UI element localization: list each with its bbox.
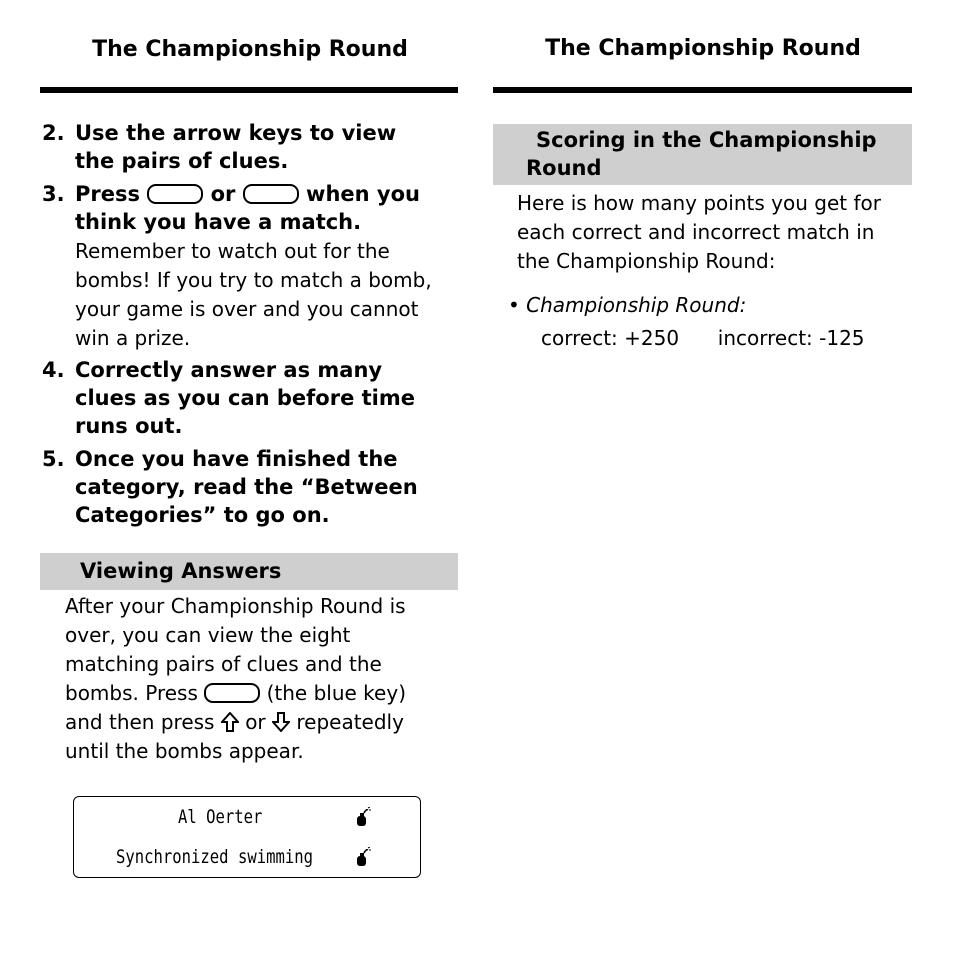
note-line: win a prize. [75, 326, 191, 350]
body-line: matching pairs of clues and the [65, 652, 382, 676]
body-line: over, you can view the eight [65, 623, 351, 647]
step-4 [40, 356, 460, 440]
correct-score: correct: +250 [541, 326, 680, 350]
step-number: 3. [42, 182, 65, 206]
step-2 [40, 119, 460, 175]
heading-line: Round [526, 156, 602, 180]
bullet-label: Championship Round: [526, 293, 747, 317]
body-line: each correct and incorrect match in [517, 220, 875, 244]
step-text: Categories” to go on. [75, 503, 330, 527]
step-number: 5. [42, 447, 65, 471]
section-heading-scoring [493, 124, 912, 185]
lcd-row-2: Synchronized swimming [116, 846, 313, 868]
incorrect-score: incorrect: -125 [717, 326, 865, 350]
body-line: After your Championship Round is [65, 594, 406, 618]
key-button-icon [243, 184, 299, 204]
note-line: bombs! If you try to match a bomb, [75, 268, 432, 292]
arrow-up-icon [221, 712, 239, 732]
step-text: Press [75, 182, 140, 206]
page-title-left: The Championship Round [92, 37, 408, 62]
body-text: repeatedly [296, 710, 404, 734]
step-number: 2. [42, 121, 65, 145]
step-text: runs out. [75, 414, 183, 438]
note-line: your game is over and you cannot [75, 297, 419, 321]
bomb-icon [355, 847, 371, 867]
step-text: Correctly answer as many [75, 358, 383, 382]
arrow-down-icon [272, 712, 290, 732]
step-text: think you have a match. [75, 210, 362, 234]
bullet: • [508, 293, 520, 317]
step-text: clues as you can before time [75, 386, 415, 410]
step-text: Once you have finished the [75, 447, 398, 471]
header-rule-left [40, 87, 458, 93]
step-3 [40, 180, 460, 236]
header-rule-right [493, 87, 912, 93]
scoring-bullet [493, 291, 913, 320]
bomb-icon [355, 807, 371, 827]
body-line: the Championship Round: [517, 249, 776, 273]
step-text: the pairs of clues. [75, 149, 289, 173]
body-text: (the blue key) [266, 681, 406, 705]
step-number: 4. [42, 358, 65, 382]
step-5 [40, 445, 460, 529]
step-text: category, read the “Between [75, 475, 418, 499]
body-text: or [245, 710, 266, 734]
page-title-right: The Championship Round [545, 36, 861, 61]
lcd-screen [73, 796, 421, 878]
body-line: Here is how many points you get for [517, 191, 881, 215]
step-3-note [40, 237, 460, 353]
section-heading-viewing-answers: Viewing Answers [40, 553, 458, 590]
step-text: Use the arrow keys to view [75, 121, 397, 145]
lcd-row-1: Al Oerter [178, 806, 263, 828]
body-text: bombs. Press [65, 681, 198, 705]
steps-list [40, 119, 460, 529]
scoring-values [493, 324, 913, 353]
step-text: or [210, 182, 236, 206]
right-column [493, 0, 913, 353]
body-text: and then press [65, 710, 215, 734]
viewing-answers-body [40, 592, 460, 766]
body-line: until the bombs appear. [65, 739, 304, 763]
scoring-body [493, 189, 913, 276]
key-button-icon [147, 184, 203, 204]
step-text: when you [306, 182, 420, 206]
left-column [40, 0, 460, 766]
note-line: Remember to watch out for the [75, 239, 390, 263]
heading-line: Scoring in the Championship [536, 128, 877, 152]
blue-key-icon [204, 683, 260, 703]
